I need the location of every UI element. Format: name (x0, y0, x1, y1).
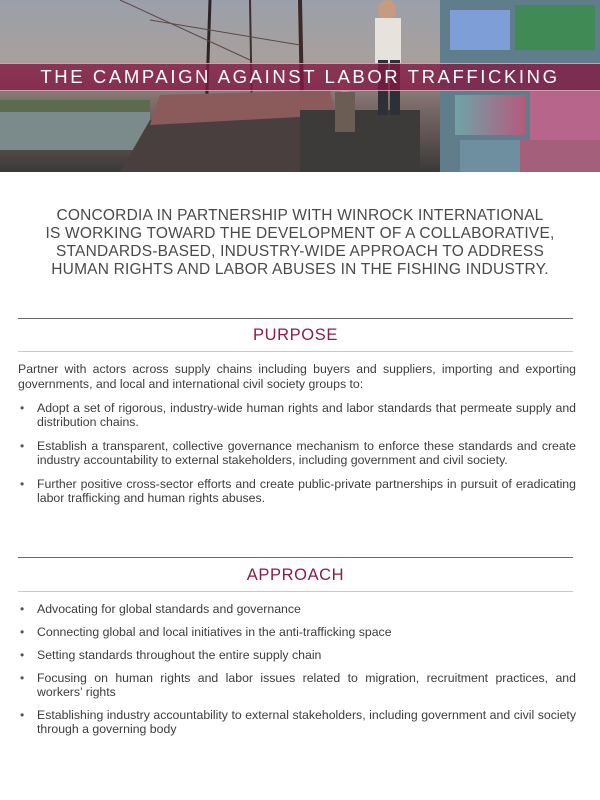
intro-statement (20, 207, 580, 279)
list-item (18, 671, 576, 699)
list-item (18, 625, 576, 639)
intro-line: HUMAN RIGHTS AND LABOR ABUSES IN THE FISHING INDUSTRY. (51, 261, 549, 278)
intro-line: STANDARDS-BASED, INDUSTRY-WIDE APPROACH TO ADDRESS (55, 243, 545, 260)
page-title: THE CAMPAIGN AGAINST LABOR TRAFFICKING (40, 66, 560, 87)
bullet-icon: • (20, 401, 25, 415)
list-item-text: Adopt a set of rigorous, industry-wide human rights and labor standards that permeate supply and distribution chains. (37, 401, 576, 429)
hero-photo (0, 0, 600, 172)
bullet-icon: • (20, 648, 25, 662)
bullet-icon: • (20, 625, 25, 639)
section-underline (18, 351, 573, 352)
intro-line: IS WORKING TOWARD THE DEVELOPMENT OF A COLLABORATIVE, (45, 225, 555, 242)
list-item (18, 648, 576, 662)
list-item-text: Connecting global and local initiatives in the anti-trafficking space (37, 625, 392, 639)
purpose-list (18, 401, 576, 515)
section-divider (18, 557, 573, 558)
purpose-lead: Partner with actors across supply chains including buyers and suppliers, importing and exporting governments, and local and international civil society groups to: (18, 362, 576, 391)
section-underline (18, 591, 573, 592)
intro-line: CONCORDIA IN PARTNERSHIP WITH WINROCK INTERNATIONAL (56, 207, 544, 224)
list-item (18, 477, 576, 505)
bullet-icon: • (20, 671, 25, 685)
approach-heading: APPROACH (246, 566, 345, 584)
list-item (18, 439, 576, 467)
section-divider (18, 318, 573, 319)
list-item (18, 401, 576, 429)
list-item (18, 708, 576, 736)
list-item-text: Setting standards throughout the entire supply chain (37, 648, 322, 662)
list-item (18, 602, 576, 616)
bullet-icon: • (20, 477, 25, 491)
bullet-icon: • (20, 602, 25, 616)
list-item-text: Establish a transparent, collective governance mechanism to enforce these standards and create industry accountability to external stakeholders, including government and civil society. (37, 439, 576, 467)
list-item-text: Advocating for global standards and governance (37, 602, 301, 616)
list-item-text: Focusing on human rights and labor issues related to migration, recruitment practices, and workers’ rights (37, 671, 576, 699)
list-item-text: Establishing industry accountability to external stakeholders, including government and civil society through a governing body (37, 708, 576, 736)
purpose-heading: PURPOSE (253, 326, 338, 344)
bullet-icon: • (20, 708, 25, 722)
bullet-icon: • (20, 439, 25, 453)
title-band (0, 63, 600, 91)
approach-list (18, 602, 576, 745)
list-item-text: Further positive cross-sector efforts and create public-private partnerships in pursuit of eradicating labor trafficking and human rights abuses. (37, 477, 576, 505)
